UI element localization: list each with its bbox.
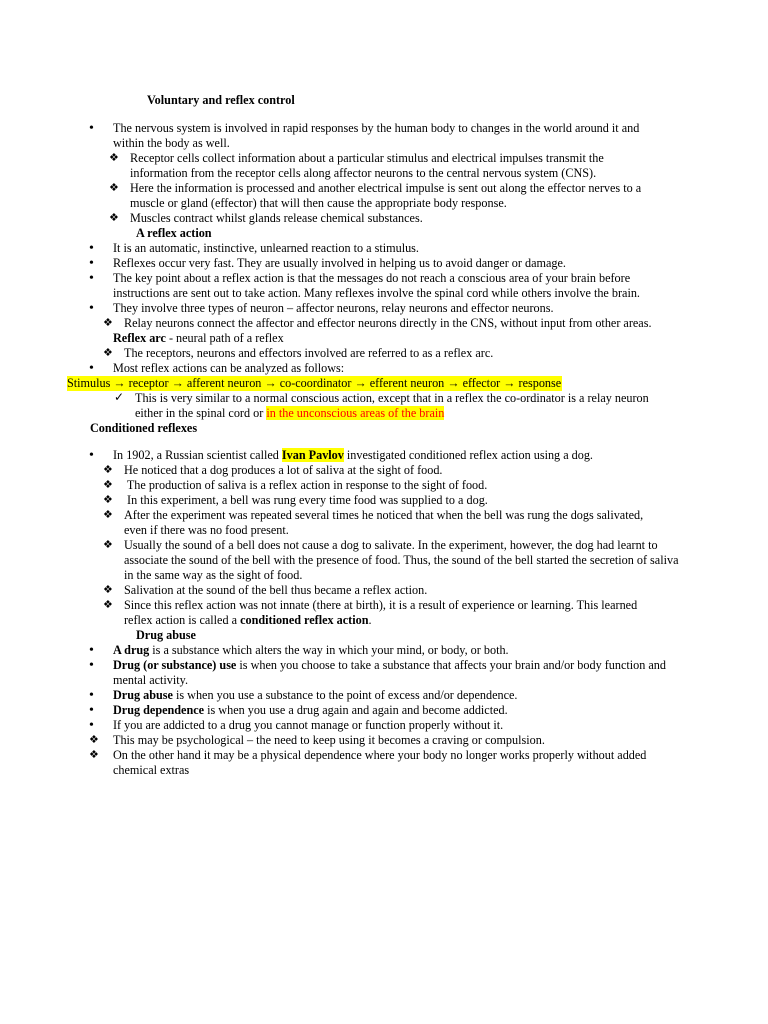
diamond-marker: ❖: [89, 734, 99, 746]
pavlov-sub-2: The production of saliva is a reflex action in response to the sight of food.: [124, 478, 488, 492]
bullet-marker: •: [89, 688, 94, 703]
diamond-marker: ❖: [103, 494, 113, 506]
arc-sub: The receptors, neurons and effectors involved are referred to as a reflex arc.: [124, 346, 494, 360]
bullet-marker: •: [89, 256, 94, 271]
diamond-marker: ❖: [103, 479, 113, 491]
drug-def-3: [113, 688, 693, 703]
reflex-arc-term: Reflex arc: [113, 331, 166, 345]
diamond-marker: ❖: [109, 182, 119, 194]
drug-def-term: A drug: [113, 643, 150, 657]
bullet-marker: •: [89, 643, 94, 658]
diamond-marker: ❖: [109, 212, 119, 224]
arrow-icon: →: [171, 376, 184, 390]
intro-sub-1: Receptor cells collect information about a particular stimulus and electrical impulses transmit the information from the receptor cells along affector neurons to the central nervous system (CNS).: [130, 151, 604, 180]
reflex-bullet-1: It is an automatic, instinctive, unlearned reaction to a stimulus.: [113, 241, 419, 255]
chain-item: co-coordinator: [279, 376, 352, 390]
diamond-marker: ❖: [103, 509, 113, 521]
analyzed-bullet: Most reflex actions can be analyzed as follows:: [113, 361, 345, 375]
intro-bullet: The nervous system is involved in rapid responses by the human body to changes in the world around it and within the body as well.: [113, 121, 640, 150]
bullet-marker: •: [89, 448, 94, 463]
diamond-marker: ❖: [103, 539, 113, 551]
drug-def-rest: is when you choose to take a substance that affects your brain and/or body function and mental activity.: [113, 658, 666, 687]
arrow-icon: →: [264, 376, 277, 390]
reflex-arc-def: - neural path of a reflex: [165, 331, 284, 345]
pavlov-sub-1: He noticed that a dog produces a lot of saliva at the sight of food.: [124, 463, 443, 477]
diamond-marker: ❖: [103, 464, 113, 476]
check-item: [135, 391, 675, 421]
bullet-marker: •: [89, 271, 94, 286]
bullet-marker: •: [89, 301, 94, 316]
conditioned-heading: Conditioned reflexes: [90, 421, 198, 435]
drug-sub-2: On the other hand it may be a physical dependence where your body no longer works properly without added chemical extras: [113, 748, 647, 777]
arrow-icon: →: [503, 376, 516, 390]
reflex-bullet-2: Reflexes occur very fast. They are usually involved in helping us to avoid danger or damage.: [113, 256, 566, 270]
pavlov-after: investigated conditioned reflex action using a dog.: [343, 448, 593, 462]
diamond-marker: ❖: [109, 152, 119, 164]
drug-def-term: Drug (or substance) use: [113, 658, 237, 672]
pavlov-bullet: [113, 448, 693, 463]
bullet-marker: •: [89, 703, 94, 718]
pavlov-before: In 1902, a Russian scientist called: [113, 448, 282, 462]
arrow-icon: →: [354, 376, 367, 390]
check-icon: ✓: [114, 390, 125, 404]
chain-item: response: [518, 376, 562, 390]
learned-before: Since this reflex action was not innate (there at birth), it is a result of experience or learning. This learned reflex action is called a: [124, 598, 638, 627]
drug-sub-1: This may be psychological – the need to keep using it becomes a craving or compulsion.: [113, 733, 545, 747]
relay-sub: Relay neurons connect the affector and effector neurons directly in the CNS, without input from other areas.: [124, 316, 652, 330]
pavlov-name: Ivan Pavlov: [281, 448, 344, 462]
bullet-marker: •: [89, 718, 94, 733]
chain-item: receptor: [128, 376, 169, 390]
check-text: This is very similar to a normal conscious action, except that in a reflex the co-ordinator is a relay neuron either in the spinal cord or: [135, 391, 649, 420]
bullet-marker: •: [89, 241, 94, 256]
drug-def-1: [113, 643, 693, 658]
reflex-chain: [67, 376, 562, 391]
drug-def-2: [113, 658, 668, 688]
diamond-marker: ❖: [103, 599, 113, 611]
diamond-marker: ❖: [89, 749, 99, 761]
learned-term: conditioned reflex action: [240, 613, 369, 627]
check-highlight: in the unconscious areas of the brain: [266, 406, 445, 420]
diamond-marker: ❖: [103, 347, 113, 359]
chain-item: efferent neuron: [369, 376, 445, 390]
learned-after: .: [368, 613, 372, 627]
arrow-icon: →: [113, 376, 126, 390]
drug-def-rest: is when you use a drug again and again and become addicted.: [204, 703, 508, 717]
reflex-arc-line: [113, 331, 284, 346]
drug-def-rest: is a substance which alters the way in which your mind, or body, or both.: [149, 643, 509, 657]
arrow-icon: →: [447, 376, 460, 390]
chain-item: effector: [462, 376, 501, 390]
reflex-bullet-4: They involve three types of neuron – affector neurons, relay neurons and effector neurons.: [113, 301, 554, 315]
bullet-marker: •: [89, 121, 94, 136]
drug-heading: Drug abuse: [136, 628, 196, 642]
drug-def-term: Drug abuse: [113, 688, 173, 702]
pavlov-sub-4: After the experiment was repeated several times he noticed that when the bell was rung the dogs salivated, even if there was no food present.: [124, 508, 644, 537]
drug-def-term: Drug dependence: [113, 703, 205, 717]
drug-def-rest: is when you use a substance to the point of excess and/or dependence.: [172, 688, 518, 702]
addicted-bullet: If you are addicted to a drug you cannot manage or function properly without it.: [113, 718, 504, 732]
pavlov-sub-5: Usually the sound of a bell does not cause a dog to salivate. In the experiment, however, the dog had learnt to associate the sound of the bell with the presence of food. Thus, the sound of the bell started the secretion of saliva in the same way as the sight of food.: [124, 538, 679, 582]
reflex-heading: A reflex action: [136, 226, 212, 240]
bullet-marker: •: [89, 658, 94, 673]
chain-item: afferent neuron: [186, 376, 262, 390]
intro-sub-3: Muscles contract whilst glands release chemical substances.: [130, 211, 423, 225]
bullet-marker: •: [89, 361, 94, 376]
learned-sub: [124, 598, 664, 628]
intro-sub-2: Here the information is processed and another electrical impulse is sent out along the effector nerves to a muscle or gland (effector) that will then cause the appropriate body response.: [130, 181, 642, 210]
drug-def-4: [113, 703, 693, 718]
diamond-marker: ❖: [103, 317, 113, 329]
chain-item: Stimulus: [67, 376, 111, 390]
reflex-bullet-3: The key point about a reflex action is that the messages do not reach a conscious area of your brain before instructions are sent out to take action. Many reflexes involve the spinal cord while others involve the brain.: [113, 271, 640, 300]
pavlov-sub-6: Salivation at the sound of the bell thus became a reflex action.: [124, 583, 428, 597]
page-title: Voluntary and reflex control: [147, 93, 295, 107]
diamond-marker: ❖: [103, 584, 113, 596]
pavlov-sub-3: In this experiment, a bell was rung every time food was supplied to a dog.: [124, 493, 488, 507]
